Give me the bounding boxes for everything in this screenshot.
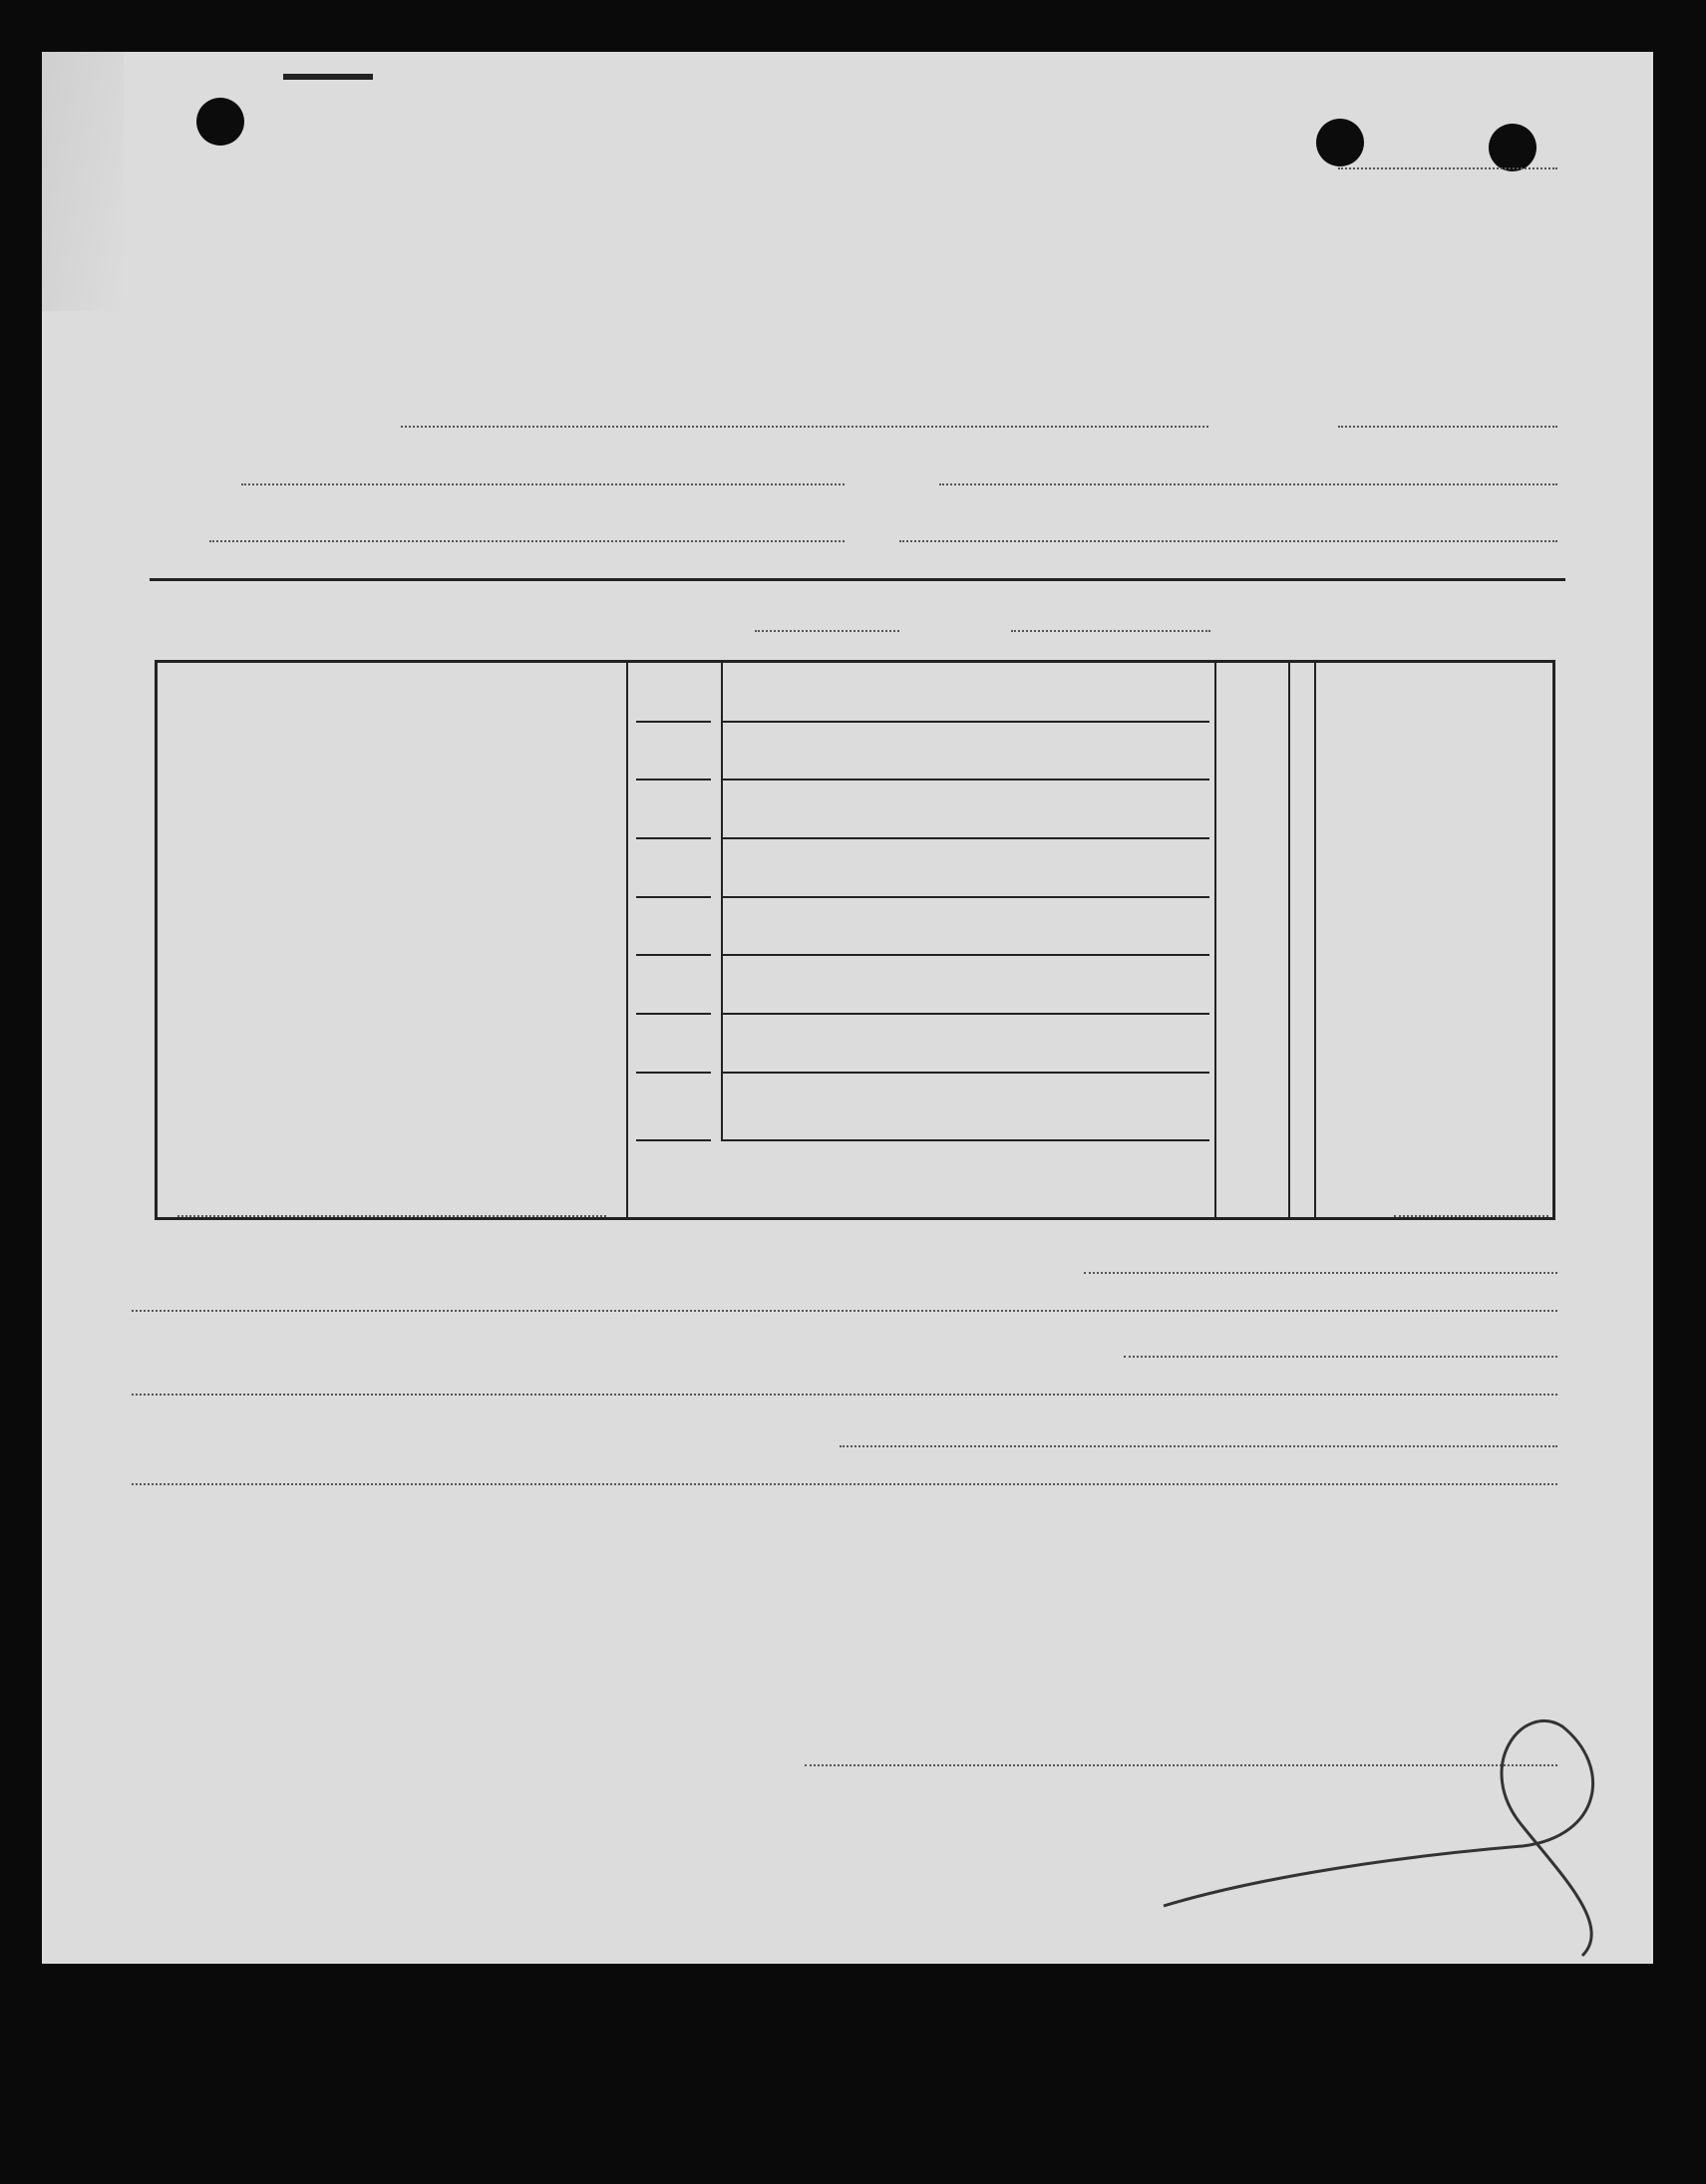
- row-line: [721, 1072, 1209, 1074]
- punch-hole: [196, 98, 244, 146]
- table-divider-1: [626, 663, 628, 1217]
- aircraft-line: [241, 483, 845, 485]
- row-line: [721, 779, 1209, 780]
- initial-line: [636, 1139, 711, 1141]
- time-of-departure-line: [1394, 1215, 1548, 1217]
- document-sheet: [42, 52, 1653, 1964]
- crew-row: [721, 663, 1209, 1141]
- table-divider-3: [1214, 663, 1216, 1217]
- signature-flourish: [1144, 1707, 1622, 1966]
- row-line: [721, 954, 1209, 956]
- table-divider-4: [1288, 663, 1290, 1217]
- to-line: [899, 540, 1557, 542]
- from-line: [939, 483, 1557, 485]
- header-bar: [283, 74, 373, 80]
- row-line: [721, 1013, 1209, 1015]
- initials-column: [636, 663, 711, 1141]
- manifest-cargo-line: [1011, 630, 1210, 632]
- disinsectization-line: [1124, 1356, 1557, 1358]
- manifest-passenger-line: [755, 630, 899, 632]
- illness-line: [132, 1310, 1557, 1312]
- serial-number-line: [1338, 167, 1557, 169]
- row-line: [721, 896, 1209, 898]
- illness-line: [1084, 1272, 1557, 1274]
- flight-line: [1338, 426, 1557, 428]
- punch-hole: [1316, 119, 1364, 166]
- owner-line: [401, 426, 1208, 428]
- animals-line: [132, 1483, 1557, 1485]
- date-line: [209, 540, 845, 542]
- initial-line: [636, 721, 711, 723]
- disinsectization-line: [132, 1394, 1557, 1396]
- punch-hole: [1489, 124, 1536, 171]
- animals-line: [840, 1445, 1557, 1447]
- initial-line: [636, 779, 711, 780]
- initial-line: [636, 954, 711, 956]
- row-line: [721, 837, 1209, 839]
- row-line: [721, 1139, 1209, 1141]
- initial-line: [636, 1013, 711, 1015]
- initial-line: [636, 896, 711, 898]
- table-divider-5: [1314, 663, 1316, 1217]
- initial-line: [636, 1072, 711, 1074]
- initial-line: [636, 837, 711, 839]
- row-line: [721, 721, 1209, 723]
- separator-rule: [150, 578, 1565, 581]
- time-of-arrival-line: [177, 1215, 606, 1217]
- official-table: [155, 660, 1555, 1220]
